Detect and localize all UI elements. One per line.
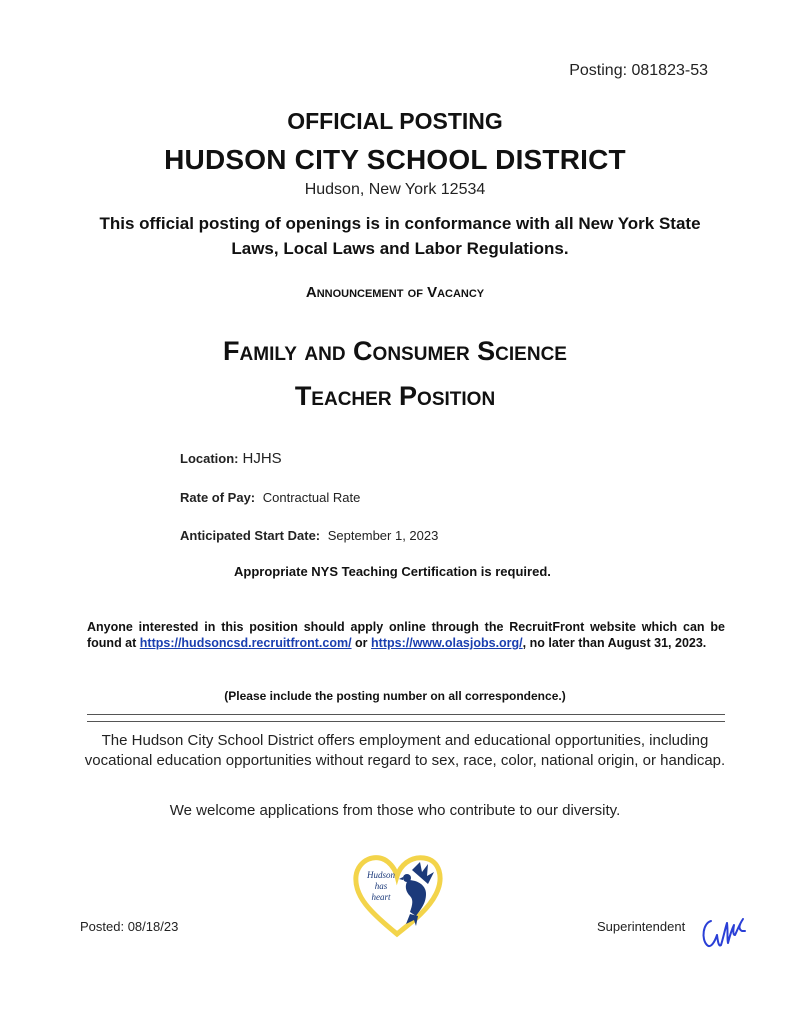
official-posting-heading: OFFICIAL POSTING [287,108,503,134]
posting-number: Posting: 081823-53 [569,62,708,79]
start-date-label: Anticipated Start Date: [180,528,321,543]
certification-requirement: Appropriate NYS Teaching Certification is required. [234,564,551,579]
eeo-statement: The Hudson City School District offers employment and educational opportunities, including vocational education opportunities without regard to sex, race, color, national origin, or handicap. [84,732,726,769]
apply-text-after: , no later than August 31, 2023. [522,636,707,650]
apply-text-before: Anyone interested in this position should apply online through the RecruitFront website which can be found at [87,620,725,650]
pay-value: Contractual Rate [262,490,361,505]
announcement-of-vacancy: Announcement of Vacancy [305,284,485,301]
recruitfront-link[interactable]: https://hudsoncsd.recruitfront.com/ [139,636,352,650]
conformance-statement: This official posting of openings is in conformance with all New York State Laws, Local Laws and Labor Regulations. [99,214,701,258]
apply-text-or: or [351,636,372,650]
district-address: Hudson, New York 12534 [304,181,486,198]
location-label: Location: [180,451,239,466]
superintendent-signature-icon [697,905,747,953]
district-name-heading: HUDSON CITY SCHOOL DISTRICT [164,144,626,175]
hudson-has-heart-logo [350,850,445,938]
position-title-line1: Family and Consumer Science [223,336,567,366]
eagle-icon [399,862,434,926]
signature-stroke [704,919,745,946]
pay-label: Rate of Pay: [180,490,256,505]
divider [87,714,725,715]
superintendent-label: Superintendent [597,919,686,934]
start-date-value: September 1, 2023 [327,528,439,543]
start-date-field [180,528,438,543]
position-title-line2: Teacher Position [294,381,496,411]
olasjobs-link[interactable]: https://www.olasjobs.org/ [371,636,523,650]
location-value: HJHS [242,450,282,467]
logo-text-line2: has [374,881,388,891]
location-field [180,450,282,467]
divider [87,721,725,722]
include-posting-note: (Please include the posting number on all correspondence.) [224,689,566,703]
logo-text-line1: Hudson [366,870,396,880]
diversity-statement: We welcome applications from those who contribute to our diversity. [169,802,621,819]
application-instructions [87,619,725,651]
posted-date: Posted: 08/18/23 [80,919,179,934]
rate-of-pay-field [180,490,360,505]
logo-text-line3: heart [371,892,391,902]
